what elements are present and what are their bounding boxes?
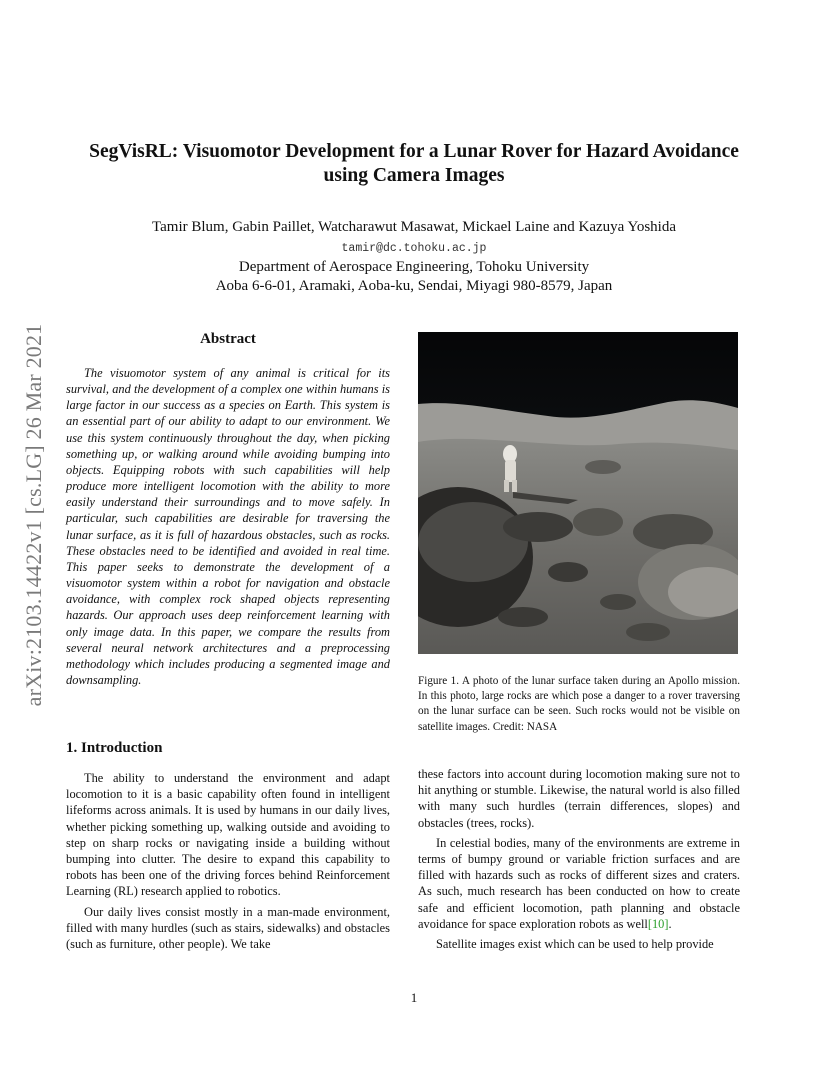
col2-paragraph-2 [418, 835, 740, 932]
paper-title [60, 140, 768, 188]
figure-1-caption: Figure 1. A photo of the lunar surface taken during an Apollo mission. In this photo, large rocks are which pose a danger to a rover traversing on the lunar surface can be seen. Such rocks would not be visible on satellite images. Credit: NASA [418, 675, 740, 733]
arxiv-sidebar [14, 0, 54, 1072]
intro-paragraph-1: The ability to understand the environment and adapt locomotion to it is a basic capability often found in intelligent lifeforms across animals. It is used by humans in our daily lives, whether picking something up, walking outside and avoiding to step on sharp rocks or navigating inside a building without bumping into clutter. The desire to expand this capability to robots has been one of the driving forces behind Reinforcement Learning (RL) research applied to robotics. [66, 771, 390, 899]
affiliation-line-1: Department of Aerospace Engineering, Tohoku University [238, 259, 590, 275]
page-number: 1 [410, 990, 418, 1005]
arxiv-identifier: arXiv:2103.14422v1 [cs.LG] 26 Mar 2021 [21, 323, 46, 707]
abstract-heading: Abstract [200, 331, 256, 347]
author-email: tamir@dc.tohoku.ac.jp [341, 242, 487, 255]
col2-paragraph-3: Satellite images exist which can be used to help provide [436, 937, 714, 952]
col2-paragraph-2-text: In celestial bodies, many of the environments are extreme in terms of bumpy ground or variable friction surfaces and are filled with hazards such as rocks of different sizes and craters. As such, much research has been conducted on how to create safe and efficient locomotion, path planning and obstacle avoidance for space exploration robots as well [418, 835, 740, 931]
col2-paragraph-1: these factors into account during locomotion making sure not to hit anything or stumble. Likewise, the natural world is also filled with many such hurdles (terrain differences, slopes) and obstacles (trees, rocks). [418, 767, 740, 830]
title-line-2: using Camera Images [323, 165, 505, 186]
lunar-surface-photo [418, 332, 738, 654]
col2-paragraph-2-end: . [668, 916, 672, 931]
affiliation [60, 258, 768, 296]
intro-paragraph-2: Our daily lives consist mostly in a man-made environment, filled with many hurdles (such as stairs, sidewalks) and obstacles (such as furniture, other people). We take [66, 904, 390, 952]
citation-link[interactable]: [10] [647, 916, 669, 931]
affiliation-line-2: Aoba 6-6-01, Aramaki, Aoba-ku, Sendai, Miyagi 980-8579, Japan [215, 278, 613, 294]
section-heading-introduction: 1. Introduction [66, 740, 163, 756]
authors: Tamir Blum, Gabin Paillet, Watcharawut Masawat, Mickael Laine and Kazuya Yoshida [152, 219, 676, 235]
title-line-1: SegVisRL: Visuomotor Development for a Lunar Rover for Hazard Avoidance [89, 141, 739, 162]
abstract-text: The visuomotor system of any animal is critical for its survival, and the development of a complex one within humans is large factor in our success as a species on Earth. This system is an essential part of our ability to adapt to our environment. We use this system continuously throughout the day, when picking something up, or walking around while avoiding bumping into objects. Equipping robots with such capabilities will help produce more intelligent locomotion with the ability to more easily understand their surroundings and to move safely. In particular, such capabilities are desirable for traversing the lunar surface, as it is full of hazardous obstacles, such as rocks. These obstacles need to be identified and avoided in real time. This paper seeks to demonstrate the development of a visuomotor system within a robot for navigation and obstacle avoidance, with complex rock shaped objects representing hazards. Our approach uses deep reinforcement learning with only image data. In this paper, we compare the results from several neural network architectures and a preprocessing methodology which includes producing a segmented image and downsampling. [66, 366, 390, 687]
introduction-body [66, 770, 390, 956]
right-column-body [418, 766, 740, 956]
